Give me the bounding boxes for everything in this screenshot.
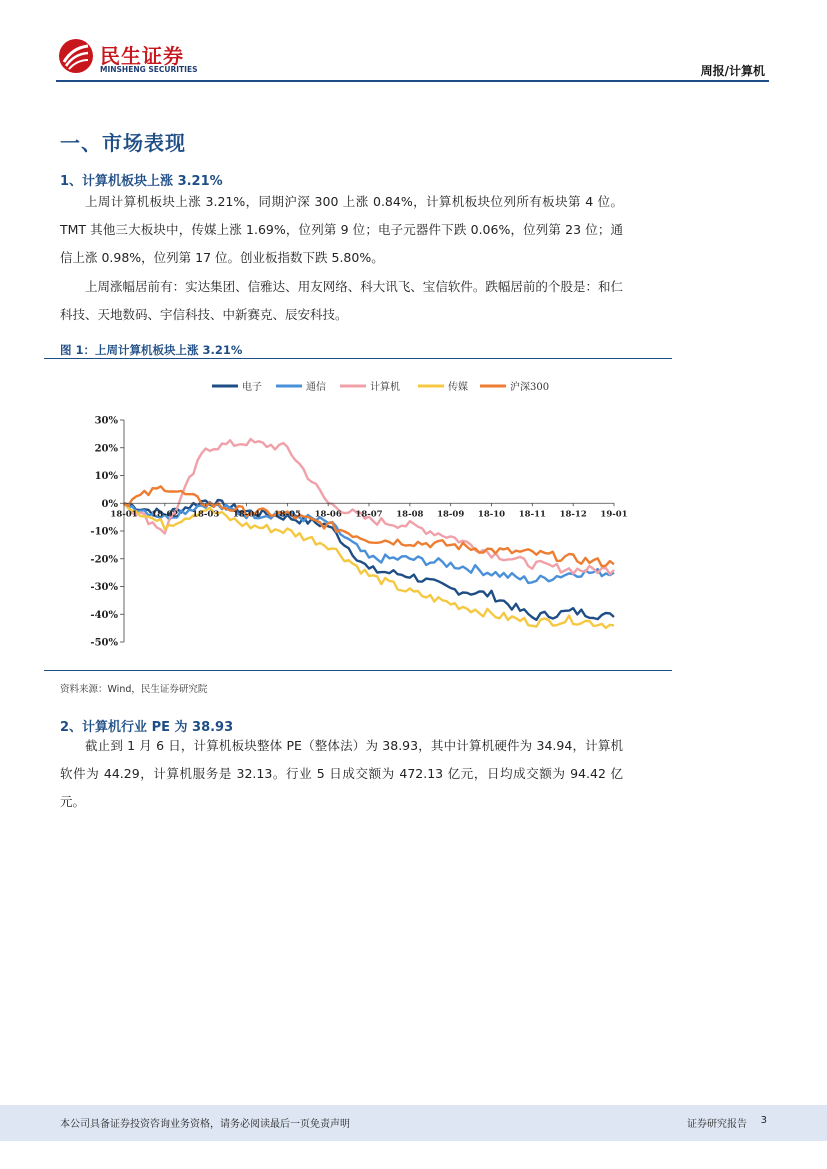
page-number: 3 (760, 1115, 767, 1126)
figure-title: 图 1：上周计算机板块上涨 3.21% (60, 343, 243, 357)
figure-top-rule (44, 358, 672, 359)
footer-disclaimer: 本公司具备证券投资咨询业务资格，请务必阅读最后一页免责声明 (60, 1119, 350, 1130)
logo-mark-icon (58, 38, 94, 74)
x-tick-label: 18-01 (110, 509, 138, 520)
report-category: 周报/计算机 (700, 64, 765, 78)
y-tick-label: -40% (90, 609, 118, 621)
paragraph-pe: 截止到 1 月 6 日，计算机板块整体 PE（整体法）为 38.93，其中计算机硬件为 34.94，计算机软件为 44.29，计算机服务是 32.13。行业 5 日成交额为 472.13 亿元，日均成交额为 94.42 亿元。 (60, 738, 623, 809)
x-tick-label: 18-09 (437, 509, 465, 520)
y-tick-label: -50% (90, 637, 118, 649)
y-tick-label: 0% (101, 498, 118, 510)
x-tick-label: 18-08 (396, 509, 424, 520)
series-line-3 (124, 503, 614, 628)
legend-label: 传媒 (448, 382, 468, 393)
company-logo (58, 38, 218, 78)
section-title: 一、市场表现 (60, 131, 186, 155)
y-tick-label: -30% (90, 582, 118, 593)
chart-series (124, 439, 614, 628)
header-divider (56, 80, 769, 82)
figure-source: 资料来源：Wind，民生证券研究院 (60, 684, 208, 695)
x-tick-label: 18-06 (314, 509, 342, 520)
y-tick-label: -20% (90, 554, 118, 566)
logo-text-en: MINSHENG SECURITIES (100, 65, 198, 74)
legend-label: 沪深300 (510, 382, 550, 393)
x-tick-label: 18-02 (151, 509, 179, 520)
y-tick-label: 20% (94, 443, 118, 455)
legend-label: 通信 (306, 382, 326, 393)
x-tick-label: 19-01 (600, 509, 628, 520)
footer-report-type: 证券研究报告 (687, 1119, 747, 1130)
series-line-4 (124, 486, 614, 566)
x-tick-label: 18-04 (232, 509, 261, 520)
x-tick-label: 18-05 (273, 509, 301, 520)
legend-label: 计算机 (370, 382, 400, 393)
subsection-title-1: 1、计算机板块上涨 3.21% (60, 174, 223, 189)
paragraph-market-summary: 上周计算机板块上涨 3.21%，同期沪深 300 上涨 0.84%，计算机板块位列所有板块第 4 位。TMT 其他三大板块中，传媒上涨 1.69%，位列第 9 位；电子元器件下跌 0.06%，位列第 23 位；通信上涨 0.98%，位列第 17 位。创业板指数下跌 5.80%。 (60, 194, 623, 265)
x-tick-label: 18-12 (559, 509, 587, 520)
legend-label: 电子 (242, 382, 262, 393)
y-tick-label: -10% (90, 526, 118, 538)
x-tick-label: 18-07 (355, 509, 383, 520)
y-tick-label: 10% (94, 471, 118, 482)
figure-bottom-rule (44, 670, 672, 671)
chart-legend (212, 380, 549, 393)
y-tick-label: 30% (94, 415, 118, 427)
subsection-title-2: 2、计算机行业 PE 为 38.93 (60, 720, 234, 735)
chart-svg (44, 360, 672, 668)
x-tick-label: 18-11 (518, 509, 546, 520)
paragraph-top-movers: 上周涨幅居前有：实达集团、信雅达、用友网络、科大讯飞、宝信软件。跌幅居前的个股是：和仁科技、天地数码、宇信科技、中新赛克、辰安科技。 (60, 279, 623, 322)
logo-text-cn: 民生证券 (100, 44, 184, 68)
x-tick-label: 18-10 (477, 509, 506, 520)
line-chart (44, 360, 672, 668)
x-tick-label: 18-03 (192, 509, 220, 520)
